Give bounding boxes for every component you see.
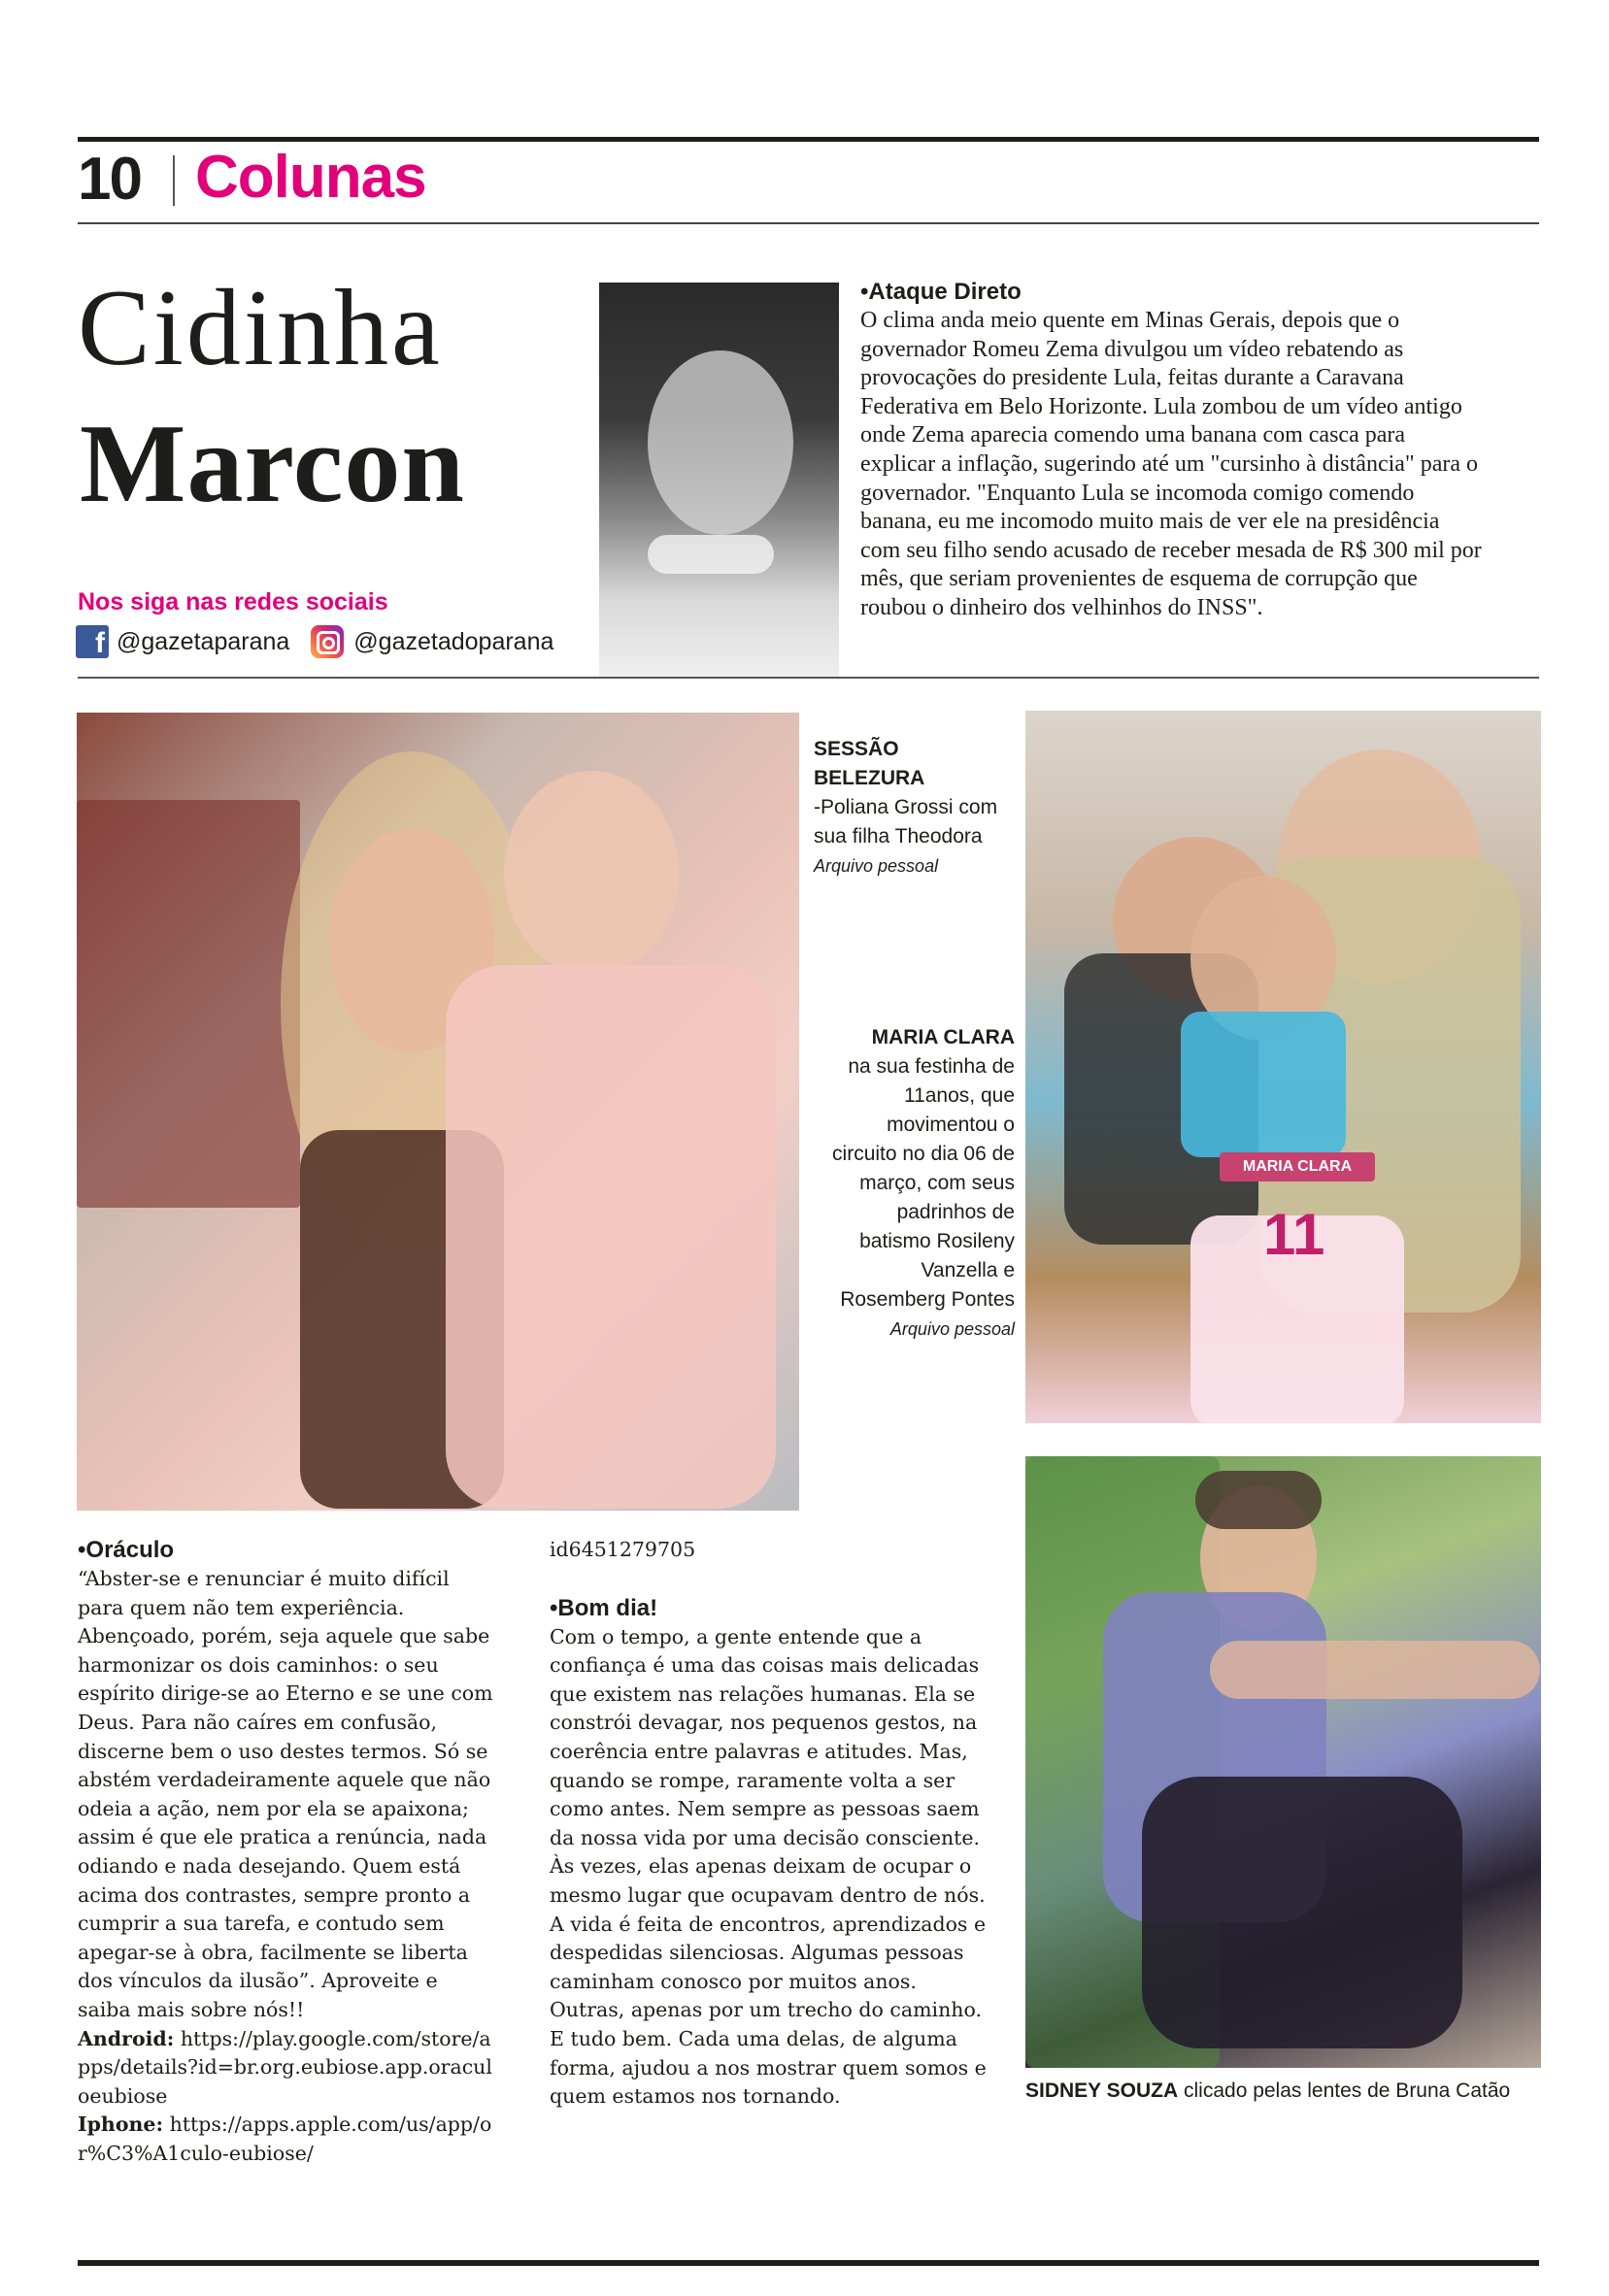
header-separator	[173, 155, 175, 206]
ataque-direto-article	[860, 278, 1482, 623]
header-underline	[78, 222, 1539, 224]
oraculo-title: •Oráculo	[78, 1537, 175, 1563]
iphone-link-continued[interactable]: id6451279705	[550, 1538, 696, 1561]
iphone-label: Iphone:	[78, 2113, 164, 2137]
social-title: Nos siga nas redes sociais	[78, 588, 388, 616]
top-rule	[78, 137, 1539, 142]
author-first-name: Cidinha	[78, 268, 443, 388]
oraculo-android	[78, 2025, 495, 2112]
facebook-handle[interactable]: @gazetaparana	[117, 627, 290, 655]
belezura-caption-text: -Poliana Grossi com sua filha Theodora	[814, 796, 998, 848]
section-title: Colunas	[195, 144, 426, 211]
sidney-name: SIDNEY SOUZA	[1025, 2080, 1179, 2102]
maria-clara-photo	[1025, 711, 1541, 1423]
social-handles	[76, 625, 553, 658]
bom-dia-article	[550, 1536, 987, 2112]
maria-clara-credit: Arquivo pessoal	[889, 1319, 1015, 1339]
maria-clara-caption-title: MARIA CLARA	[871, 1026, 1015, 1048]
ataque-direto-body: O clima anda meio quente em Minas Gerais, depois que o governador Romeu Zema divulgou um vídeo rebatendo as provocações do presidente Lula, feitas durante a Caravana Federativa em Belo Horizonte. Lula zombou de um vídeo antigo onde Zema aparecia comendo uma banana com casca para explicar a inflação, sugerindo até um "cursinho à distância" para o governador. "Enquanto Lula se incomoda comigo comendo banana, eu me incomodo muito mais de ver ele na presidência com seu filho sendo acusado de receber mesada de R$ 300 mil por mês, que seriam provenientes de esquema de corrupção que roubou o dinheiro dos velhinhos do INSS".	[860, 308, 1482, 620]
android-link[interactable]: https://play.google.com/store/apps/details?id=br.org.eubiose.app.oraculoeubiose	[78, 2026, 492, 2108]
author-last-name: Marcon	[80, 402, 465, 526]
belezura-photo	[77, 713, 799, 1511]
section-divider	[78, 677, 1539, 679]
oraculo-body: “Abster-se e renunciar é muito difícil para quem não tem experiência. Abençoado, porém, seja aquele que sabe harmonizar os dois caminhos: o seu espírito dirige-se ao Eterno e se une com Deus. Para não caíres em confusão, discerne bem o uso destes termos. Só se abstém verdadeiramente aquele que não odeia a ação, nem por ela se apaixona; assim é que ele pratica a renúncia, nada odiando e nada desejando. Quem está acima dos contrastes, sempre pronto a cumprir a sua tarefa, e contudo sem apegar-se à obra, facilmente se liberta dos vínculos da ilusão”. Aproveite e saiba mais sobre nós!!	[78, 1567, 493, 2021]
sidney-photo	[1025, 1456, 1541, 2068]
oraculo-iphone	[78, 2111, 495, 2168]
maria-clara-caption	[825, 1023, 1015, 1344]
instagram-handle[interactable]: @gazetadoparana	[353, 627, 554, 655]
android-label: Android:	[78, 2026, 175, 2050]
iphone-link[interactable]: https://apps.apple.com/us/app/or%C3%A1culo-eubiose/	[78, 2113, 492, 2165]
sidney-caption-text: clicado pelas lentes de Bruna Catão	[1184, 2080, 1511, 2102]
bom-dia-title: •Bom dia!	[550, 1594, 658, 1621]
belezura-credit: Arquivo pessoal	[814, 856, 939, 876]
facebook-icon: f	[76, 625, 109, 658]
maria-clara-caption-text: na sua festinha de 11anos, que movimentou o circuito no dia 06 de março, com seus padrinhos de batismo Rosileny Vanzella e Rosemberg Pontes	[832, 1055, 1015, 1311]
bottom-rule	[78, 2260, 1539, 2266]
oraculo-article	[78, 1536, 495, 2168]
ataque-direto-title: •Ataque Direto	[860, 279, 1022, 305]
author-photo	[599, 283, 839, 677]
cake-topper-label: MARIA CLARA	[1220, 1152, 1375, 1181]
sidney-caption	[1025, 2078, 1550, 2105]
page-number: 10	[78, 146, 141, 213]
cake-number: 11	[1263, 1202, 1325, 1267]
bom-dia-body: Com o tempo, a gente entende que a confiança é uma das coisas mais delicadas que existem nas relações humanas. Ela se constrói devagar, nos pequenos gestos, na coerência entre palavras e atitudes. Mas, quando se rompe, raramente volta a ser como antes. Nem sempre as pessoas saem da nossa vida por uma decisão consciente. Às vezes, elas apenas deixam de ocupar o mesmo lugar que ocupavam dentro de nós. A vida é feita de encontros, aprendizados e despedidas silenciosas. Algumas pessoas caminham conosco por muitos anos. Outras, apenas por um trecho do caminho. E tudo bem. Cada uma delas, de alguma forma, ajudou a nos mostrar quem somos e quem estamos nos tornando.	[550, 1624, 987, 2109]
belezura-caption	[814, 735, 1008, 881]
instagram-icon	[311, 625, 344, 658]
belezura-caption-title: SESSÃO BELEZURA	[814, 738, 925, 789]
